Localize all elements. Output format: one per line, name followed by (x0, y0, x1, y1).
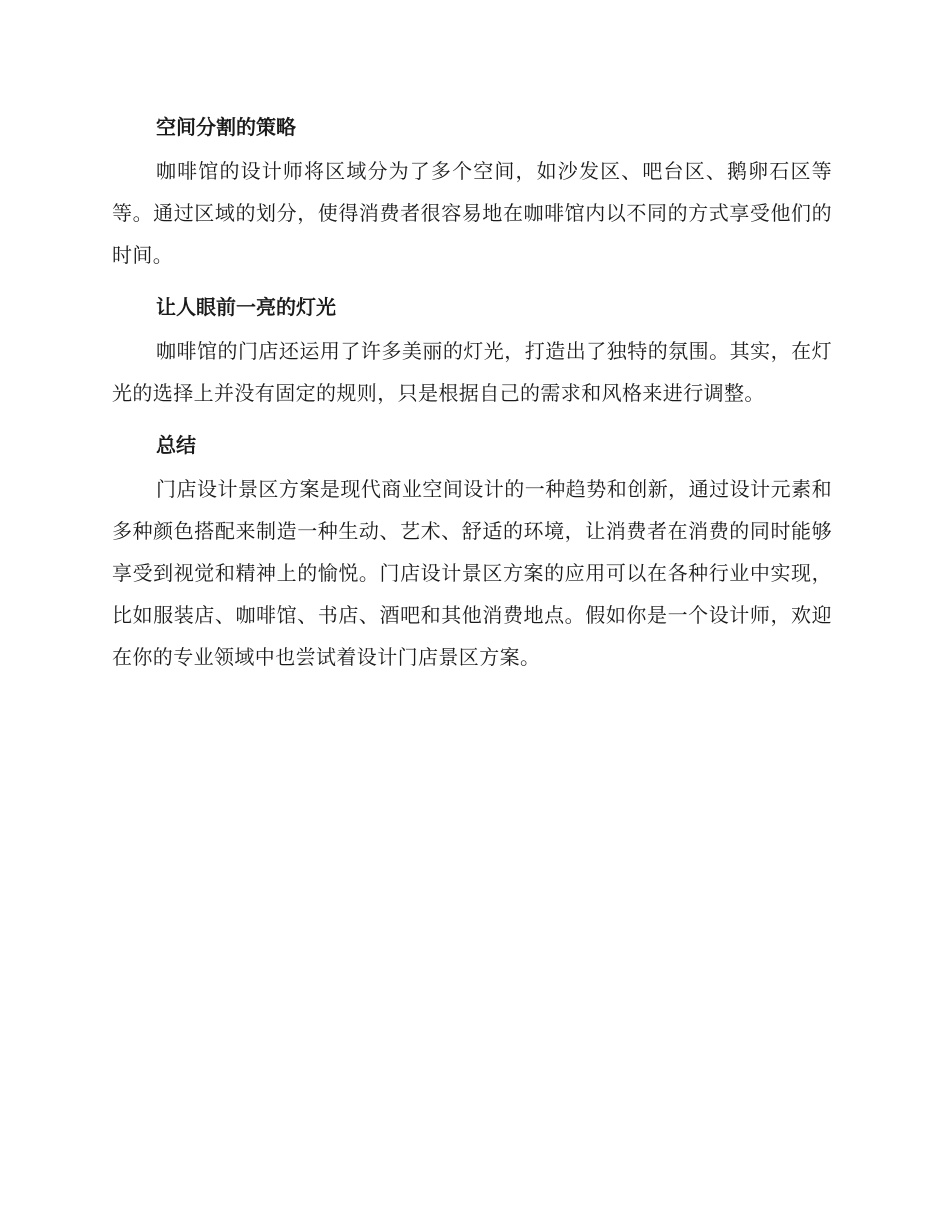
section-paragraph: 咖啡馆的门店还运用了许多美丽的灯光，打造出了独特的氛围。其实，在灯光的选择上并没有固定的规则，只是根据自己的需求和风格来进行调整。 (112, 339, 832, 405)
section-space-division (112, 108, 832, 276)
section-summary (112, 426, 832, 678)
section-heading: 总结 (156, 433, 196, 457)
section-paragraph: 咖啡馆的设计师将区域分为了多个空间，如沙发区、吧台区、鹅卵石区等等。通过区域的划分，使得消费者很容易地在咖啡馆内以不同的方式享受他们的时间。 (112, 159, 832, 267)
section-heading: 让人眼前一亮的灯光 (156, 295, 336, 319)
section-paragraph: 门店设计景区方案是现代商业空间设计的一种趋势和创新，通过设计元素和多种颜色搭配来制造一种生动、艺术、舒适的环境，让消费者在消费的同时能够享受到视觉和精神上的愉悦。门店设计景区方案的应用可以在各种行业中实现，比如服装店、咖啡馆、书店、酒吧和其他消费地点。假如你是一个设计师，欢迎在你的专业领域中也尝试着设计门店景区方案。 (112, 477, 832, 669)
section-lighting (112, 288, 832, 414)
section-heading: 空间分割的策略 (156, 115, 296, 139)
document-page (112, 108, 832, 690)
